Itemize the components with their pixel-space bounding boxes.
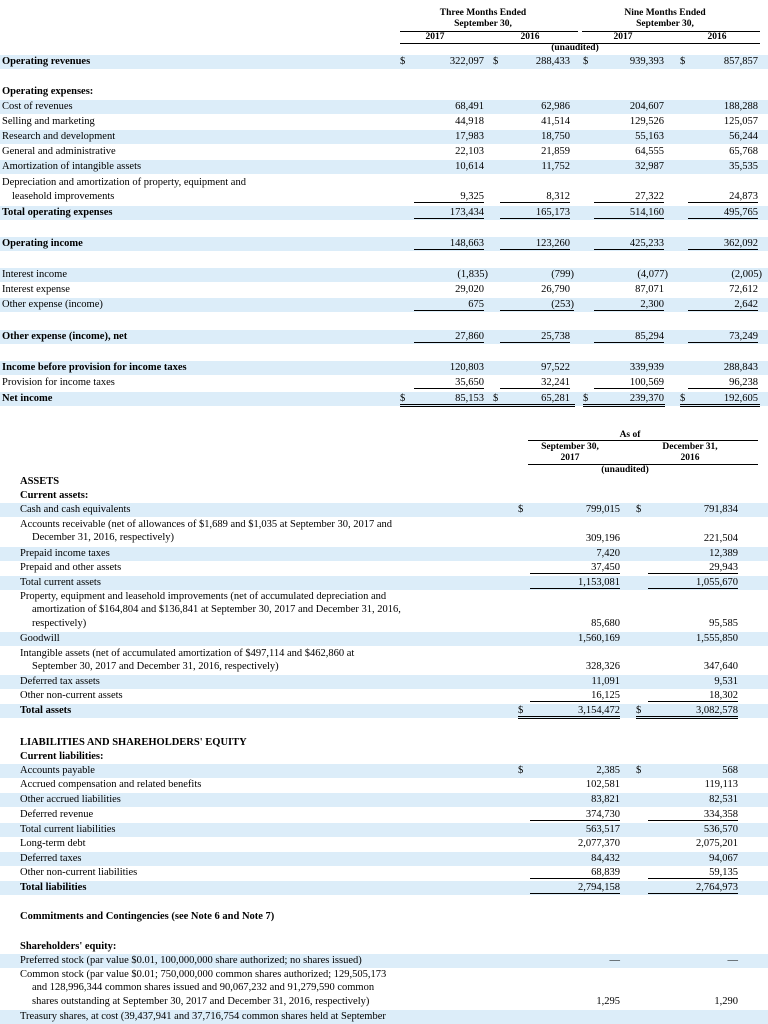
three-months-header: Three Months Ended September 30, bbox=[439, 8, 527, 29]
row-operating-income: Operating income 148,663 123,260 425,233 362,092 bbox=[0, 237, 768, 251]
row-accrued-comp: Accrued compensation and related benefits 102,581 119,113 bbox=[20, 779, 738, 790]
row-prepaid-other: Prepaid and other assets 37,450 29,943 bbox=[20, 562, 738, 573]
row-cash: Cash and cash equivalents $ 799,015 $ 791,834 bbox=[0, 503, 768, 517]
row-income-before-tax: Income before provision for income taxes 120,803 97,522 339,939 288,843 bbox=[0, 361, 768, 375]
row-current-assets: Current assets: bbox=[20, 490, 89, 501]
row-liab-header: LIABILITIES AND SHAREHOLDERS' EQUITY bbox=[20, 737, 247, 748]
row-general-admin: General and administrative 22,103 21,859 64,555 65,768 bbox=[2, 146, 758, 157]
row-deferred-taxes: Deferred taxes 84,432 94,067 bbox=[0, 852, 768, 866]
nine-months-header: Nine Months Ended September 30, bbox=[624, 8, 706, 29]
row-intangibles: Intangible assets (net of accumulated amortization of $497,114 and $462,860 at September 30, 2017 and December 31, 2016, respectively) 328,326 347,640 bbox=[20, 648, 738, 672]
row-interest-income: Interest income (1,835) (799) (4,077) (2,005) bbox=[0, 268, 768, 282]
income-unaudited: (unaudited) bbox=[551, 43, 599, 53]
row-assets: ASSETS bbox=[20, 476, 60, 487]
row-provision-tax: Provision for income taxes 35,650 32,241 100,569 96,238 bbox=[2, 377, 758, 388]
row-current-liab: Current liabilities: bbox=[20, 751, 104, 762]
row-amortization: Amortization of intangible assets 10,614 11,752 32,987 35,535 bbox=[0, 160, 768, 174]
row-receivable: Accounts receivable (net of allowances of $1,689 and $1,035 at September 30, 2017 and December 31, 2016, respectively) 309,196 221,504 bbox=[20, 519, 738, 544]
row-ppe: Property, equipment and leasehold improvements (net of accumulated depreciation and amortization of $164,804 and $136,841 at September 30, 2017 and December 31, 2016, respectively) 85,680 95,585 bbox=[20, 591, 738, 629]
row-cost-of-revenues: Cost of revenues 68,491 62,986 204,607 188,288 bbox=[0, 100, 768, 114]
row-operating-expenses-label: Operating expenses: bbox=[2, 86, 94, 97]
row-deferred-revenue: Deferred revenue 374,730 334,358 bbox=[20, 809, 738, 820]
row-other-accrued: Other accrued liabilities 83,821 82,531 bbox=[0, 793, 768, 807]
row-preferred: Preferred stock (par value $0.01, 100,000,000 share authorized; no shares issued) — — bbox=[0, 954, 768, 968]
row-research-dev: Research and development 17,983 18,750 55,163 56,244 bbox=[0, 130, 768, 144]
as-of-rule bbox=[528, 440, 758, 441]
col-2016b: 2016 bbox=[707, 32, 727, 42]
col-2017a: 2017 bbox=[425, 32, 445, 42]
row-total-current-liab: Total current liabilities 563,517 536,570 bbox=[0, 823, 768, 837]
row-treasury: Treasury shares, at cost (39,437,941 and 37,716,754 common shares held at September bbox=[0, 1010, 768, 1024]
row-long-term-debt: Long-term debt 2,077,370 2,075,201 bbox=[20, 838, 738, 849]
sep30-header: September 30, 2017 bbox=[541, 442, 599, 463]
row-other-noncurrent-liab: Other non-current liabilities 68,839 59,135 bbox=[20, 867, 738, 878]
row-prepaid-tax: Prepaid income taxes 7,420 12,389 bbox=[0, 547, 768, 561]
row-other-expense: Other expense (income) 675 (253) 2,300 2,642 bbox=[0, 298, 768, 312]
row-total-assets: Total assets $ 3,154,472 $ 3,082,578 bbox=[0, 704, 768, 718]
row-equity-header: Shareholders' equity: bbox=[20, 941, 117, 952]
col-2016a: 2016 bbox=[520, 32, 540, 42]
row-other-expense-net: Other expense (income), net 27,860 25,738 85,294 73,249 bbox=[0, 330, 768, 344]
row-total-liab: Total liabilities 2,794,158 2,764,973 bbox=[0, 881, 768, 895]
row-interest-expense: Interest expense 29,020 26,790 87,071 72,612 bbox=[2, 284, 758, 295]
row-depreciation: Depreciation and amortization of property, equipment and leasehold improvements 9,325 8,312 27,322 24,873 bbox=[2, 177, 758, 202]
row-deferred-tax-assets: Deferred tax assets 11,091 9,531 bbox=[0, 675, 768, 689]
row-other-noncurrent-assets: Other non-current assets 16,125 18,302 bbox=[20, 690, 738, 701]
dec31-header: December 31, 2016 bbox=[662, 442, 718, 463]
row-accounts-payable: Accounts payable $ 2,385 $ 568 bbox=[0, 764, 768, 778]
row-operating-revenues: Operating revenues $ 322,097 $ 288,433 $ 939,393 $ 857,857 bbox=[0, 55, 768, 69]
row-commitments: Commitments and Contingencies (see Note 6 and Note 7) bbox=[20, 911, 275, 922]
as-of-header: As of bbox=[619, 430, 641, 440]
row-total-current-assets: Total current assets 1,153,081 1,055,670 bbox=[0, 576, 768, 590]
row-selling-marketing: Selling and marketing 44,918 41,514 129,526 125,057 bbox=[2, 116, 758, 127]
balance-unaudited: (unaudited) bbox=[601, 465, 649, 475]
col-2017b: 2017 bbox=[613, 32, 633, 42]
row-total-opex: Total operating expenses 173,434 165,173 514,160 495,765 bbox=[0, 206, 768, 220]
row-goodwill: Goodwill 1,560,169 1,555,850 bbox=[0, 632, 768, 646]
row-net-income: Net income $ 85,153 $ 65,281 $ 239,370 $ 192,605 bbox=[0, 392, 768, 406]
row-common: Common stock (par value $0.01; 750,000,000 common shares authorized; 129,505,173 and 128,996,344 common shares issued and 90,067,232 and 91,279,590 common shares outstanding at September 30, 2017 and December 31, 2016, respectively) 1,295 1,290 bbox=[20, 969, 738, 1007]
